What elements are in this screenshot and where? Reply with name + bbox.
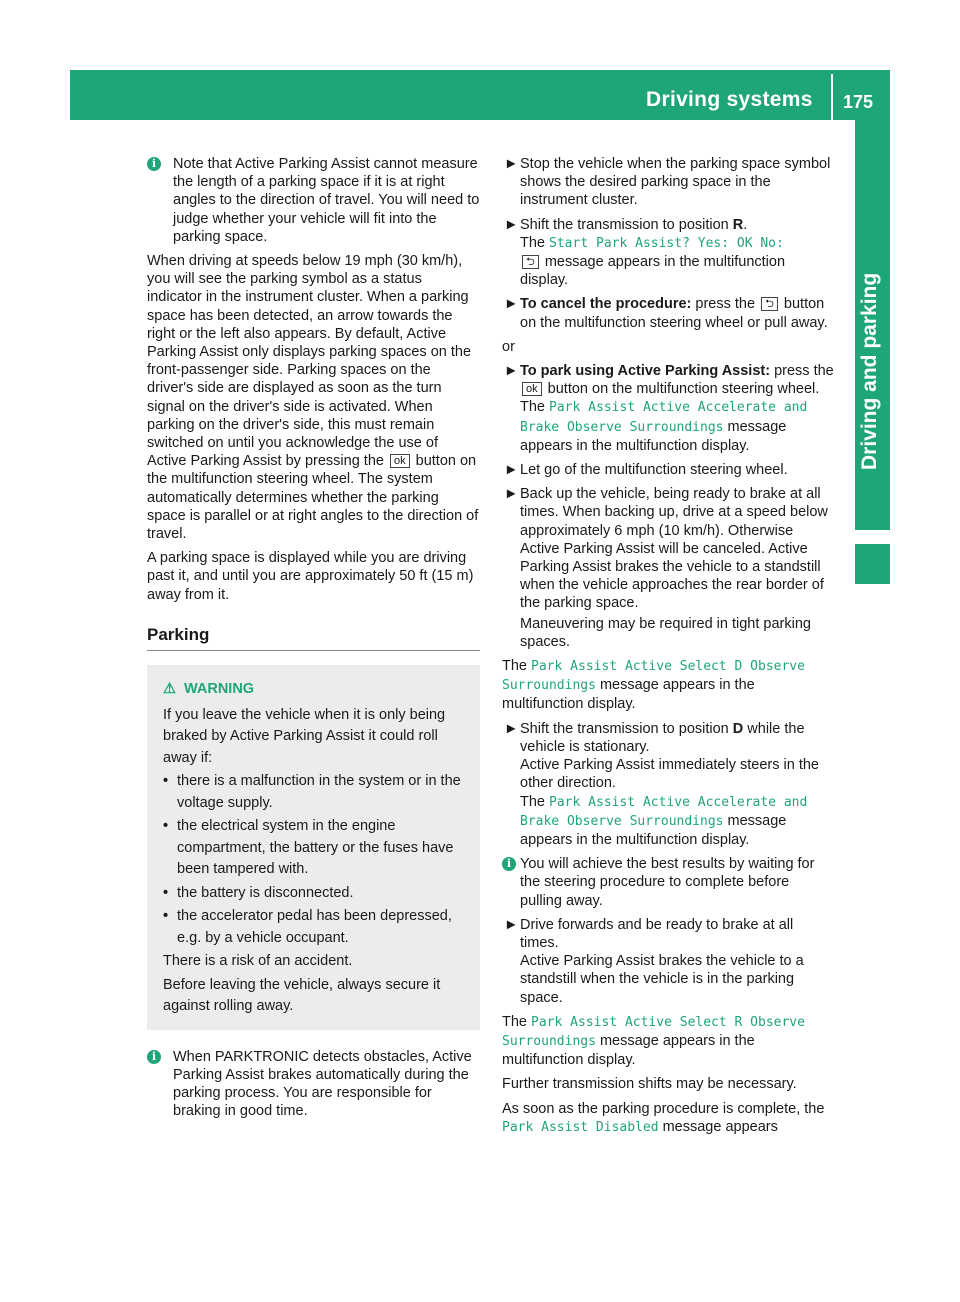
step-arrow-icon: ► bbox=[504, 462, 519, 479]
display-message: Park Assist Disabled bbox=[502, 1119, 659, 1135]
header-divider bbox=[831, 74, 833, 120]
display-message: Park Assist Active Select D Observe Surroundings bbox=[502, 659, 805, 694]
warning-title: ⚠ WARNING bbox=[163, 679, 466, 701]
paragraph: When driving at speeds below 19 mph (30 km/h), you will see the parking symbol as a status indicator in the instrument cluster. When a parking space has been detected, an arrow towards the right or the left also appears. By default, Active Parking Assist only displays parking spaces on the front-passenger side. Parking spaces on the driver's side are displayed as soon as the turn signal on the driver's side is activated. When parking on the driver's side, this must remain switched on until you acknowledge the use of Active Parking Assist by pressing the ok button on the multifunction steering wheel. The system automatically determines whether the parking space is parallel or at right angles to the direction of travel. bbox=[147, 253, 479, 543]
paragraph: The Park Assist Active Select R Observe Surroundings message appears in the multifunction display. bbox=[502, 1013, 805, 1069]
step-arrow-icon: ► bbox=[504, 363, 519, 380]
bullet-icon: • bbox=[163, 884, 169, 901]
step-arrow-icon: ► bbox=[504, 296, 519, 313]
display-message: Park Assist Active Accelerate and Brake Observe Surroundings bbox=[520, 400, 808, 435]
warning-triangle-icon: ⚠ bbox=[163, 681, 176, 698]
warning-bullet: • there is a malfunction in the system or in the voltage supply. bbox=[163, 773, 461, 811]
info-note: i Note that Active Parking Assist cannot measure the length of a parking space if it is at right angles to the direction of travel. You will need to judge whether your vehicle will fit into the parking space. bbox=[147, 155, 480, 246]
step-arrow-icon: ► bbox=[504, 216, 519, 233]
step-arrow-icon: ► bbox=[504, 916, 519, 933]
step: ► Let go of the multifunction steering wheel. bbox=[504, 462, 788, 479]
step: ► Shift the transmission to position D while the vehicle is stationary. Active Parking Assist immediately steers in the other direction. The Park Assist Active Accelerate and Brake Observe Surroundings message appears in the multifunction display. bbox=[504, 720, 819, 848]
or-text: or bbox=[502, 338, 515, 355]
warning-box bbox=[147, 665, 480, 1030]
right-column bbox=[502, 155, 834, 1143]
info-icon: i bbox=[147, 1050, 161, 1064]
display-message: Start Park Assist? Yes: OK No: bbox=[549, 235, 784, 251]
page-number: 175 bbox=[843, 92, 874, 112]
paragraph: Further transmission shifts may be necessary. bbox=[502, 1076, 797, 1093]
section-header-title: Driving systems bbox=[646, 88, 813, 111]
warning-advice: Before leaving the vehicle, always secure it against rolling away. bbox=[163, 976, 441, 1015]
step-arrow-icon: ► bbox=[504, 486, 519, 503]
back-button-icon: ⮌ bbox=[761, 297, 778, 311]
left-column bbox=[147, 155, 480, 1126]
info-icon: i bbox=[502, 857, 516, 871]
section-title: Parking bbox=[147, 624, 210, 644]
bullet-icon: • bbox=[163, 908, 169, 925]
step: ► To park using Active Parking Assist: press the ok button on the multifunction steering wheel. The Park Assist Active Accelerate and Brake Observe Surroundings message appears in the multifunction display. bbox=[504, 363, 834, 454]
paragraph: As soon as the parking procedure is complete, the Park Assist Disabled message appears bbox=[502, 1100, 825, 1135]
step: ► Back up the vehicle, being ready to brake at all times. When backing up, drive at a speed below approximately 6 mph (10 km/h). Otherwise Active Parking Assist will be canceled. Active Parking Assist brakes the vehicle to a standstill when the vehicle approaches the rear border of the parking space. bbox=[504, 486, 828, 612]
ok-button-icon: ok bbox=[522, 382, 542, 396]
step: ► Drive forwards and be ready to brake at all times. Active Parking Assist brakes the vehicle to a standstill when the vehicle is in the parking space. bbox=[504, 916, 804, 1006]
warning-bullet: • the battery is disconnected. bbox=[163, 883, 466, 905]
step: ► To cancel the procedure: press the ⮌ button on the multifunction steering wheel or pull away. bbox=[504, 296, 828, 331]
step-arrow-icon: ► bbox=[504, 156, 519, 172]
display-message: Park Assist Active Accelerate and Brake Observe Surroundings bbox=[520, 794, 808, 829]
ok-button-icon: ok bbox=[390, 454, 410, 468]
warning-bullet: • the accelerator pedal has been depressed, e.g. by a vehicle occupant. bbox=[163, 908, 452, 946]
bullet-icon: • bbox=[163, 773, 169, 790]
step: ► Shift the transmission to position R. The Start Park Assist? Yes: OK No: ⮌ message appears in the multifunction display. bbox=[504, 216, 786, 289]
info-icon: i bbox=[147, 157, 161, 171]
step-arrow-icon: ► bbox=[504, 720, 519, 737]
back-button-icon: ⮌ bbox=[522, 255, 539, 269]
warning-risk: There is a risk of an accident. bbox=[163, 953, 353, 970]
bullet-icon: • bbox=[163, 818, 169, 835]
step: ► Stop the vehicle when the parking space symbol shows the desired parking space in the instrument cluster. bbox=[504, 156, 831, 209]
display-message: Park Assist Active Select R Observe Surroundings bbox=[502, 1014, 805, 1049]
step-continuation: Maneuvering may be required in tight parking spaces. bbox=[520, 615, 811, 650]
section-rule bbox=[147, 650, 480, 651]
info-note: i You will achieve the best results by waiting for the steering procedure to complete before pulling away. bbox=[502, 855, 834, 910]
paragraph: The Park Assist Active Select D Observe Surroundings message appears in the multifunction display. bbox=[502, 658, 805, 713]
paragraph: A parking space is displayed while you are driving past it, and until you are approximately 50 ft (15 m) away from it. bbox=[147, 550, 474, 603]
info-note: i When PARKTRONIC detects obstacles, Active Parking Assist brakes automatically during the parking process. You are responsible for braking in good time. bbox=[147, 1048, 480, 1121]
warning-bullet: • the electrical system in the engine compartment, the battery or the fuses have been tampered with. bbox=[163, 818, 454, 878]
side-tab-label: Driving and parking bbox=[858, 272, 881, 470]
side-tab-block bbox=[855, 544, 890, 584]
warning-intro: If you leave the vehicle when it is only being braked by Active Parking Assist it could roll away if: bbox=[163, 706, 446, 766]
